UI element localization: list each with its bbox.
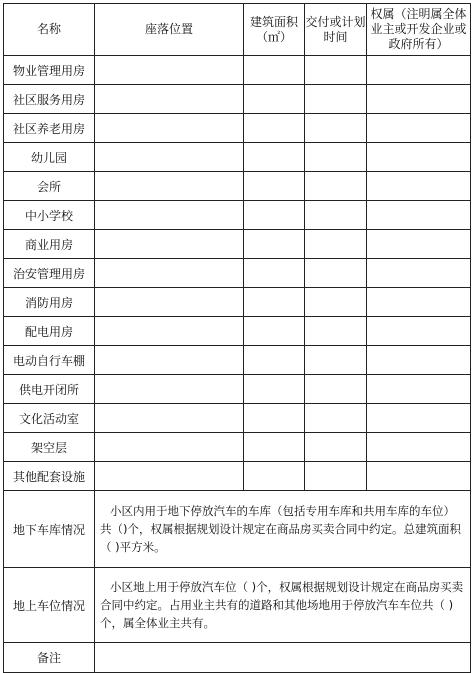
surface-parking-row: [4, 568, 471, 643]
row-name: 供电开闭所: [4, 375, 95, 404]
area-cell[interactable]: [244, 317, 305, 346]
area-cell[interactable]: [244, 404, 305, 433]
header-name: 名称: [4, 4, 95, 56]
remarks-row: [4, 643, 471, 673]
area-cell[interactable]: [244, 346, 305, 375]
ownership-cell[interactable]: [367, 143, 471, 172]
surface-parking-text-content: 小区地上用于停放汽车位（ )个，权属根据规划设计规定在商品房买卖合同中约定。占用业主共有的道路和其他场地用于停放汽车车位共（ )个，属全体业主共有。: [100, 580, 464, 630]
row-name: 架空层: [4, 433, 95, 462]
location-cell[interactable]: [95, 288, 244, 317]
ownership-cell[interactable]: [367, 114, 471, 143]
location-cell[interactable]: [95, 56, 244, 85]
underground-garage-label: 地下车库情况: [4, 491, 95, 568]
table-row: [4, 230, 471, 259]
location-cell[interactable]: [95, 114, 244, 143]
delivery-time-cell[interactable]: [305, 346, 367, 375]
ownership-cell[interactable]: [367, 230, 471, 259]
location-cell[interactable]: [95, 259, 244, 288]
delivery-time-cell[interactable]: [305, 56, 367, 85]
location-cell[interactable]: [95, 462, 244, 491]
table-row: [4, 259, 471, 288]
table-row: [4, 346, 471, 375]
header-delivery-time: 交付或计划时间: [305, 4, 367, 56]
table-row: [4, 404, 471, 433]
delivery-time-cell[interactable]: [305, 172, 367, 201]
facility-table: [3, 3, 471, 673]
row-name: 社区养老用房: [4, 114, 95, 143]
delivery-time-cell[interactable]: [305, 201, 367, 230]
header-ownership: 权属（注明属全体业主或开发企业或政府所有）: [367, 4, 471, 56]
ownership-cell[interactable]: [367, 404, 471, 433]
ownership-cell[interactable]: [367, 259, 471, 288]
ownership-cell[interactable]: [367, 346, 471, 375]
location-cell[interactable]: [95, 172, 244, 201]
area-cell[interactable]: [244, 114, 305, 143]
area-cell[interactable]: [244, 375, 305, 404]
ownership-cell[interactable]: [367, 201, 471, 230]
area-cell[interactable]: [244, 143, 305, 172]
underground-garage-text-content: 小区内用于地下停放汽车的车库（包括专用车库和共用车库的车位）共（)个，权属根据规划设计规定在商品房买卖合同中约定。总建筑面积（ )平方米。: [100, 504, 461, 554]
row-name: 其他配套设施: [4, 462, 95, 491]
ownership-cell[interactable]: [367, 85, 471, 114]
surface-parking-text[interactable]: [95, 568, 471, 643]
underground-garage-text[interactable]: [95, 491, 471, 568]
area-cell[interactable]: [244, 259, 305, 288]
area-cell[interactable]: [244, 462, 305, 491]
area-cell[interactable]: [244, 201, 305, 230]
delivery-time-cell[interactable]: [305, 433, 367, 462]
row-name: 消防用房: [4, 288, 95, 317]
location-cell[interactable]: [95, 433, 244, 462]
row-name: 配电用房: [4, 317, 95, 346]
table-row: [4, 85, 471, 114]
row-name: 商业用房: [4, 230, 95, 259]
delivery-time-cell[interactable]: [305, 114, 367, 143]
location-cell[interactable]: [95, 230, 244, 259]
delivery-time-cell[interactable]: [305, 143, 367, 172]
area-cell[interactable]: [244, 433, 305, 462]
row-name: 会所: [4, 172, 95, 201]
ownership-cell[interactable]: [367, 172, 471, 201]
location-cell[interactable]: [95, 375, 244, 404]
delivery-time-cell[interactable]: [305, 375, 367, 404]
table-row: [4, 172, 471, 201]
area-cell[interactable]: [244, 85, 305, 114]
area-cell[interactable]: [244, 172, 305, 201]
header-row: [4, 4, 471, 56]
location-cell[interactable]: [95, 346, 244, 375]
delivery-time-cell[interactable]: [305, 404, 367, 433]
row-name: 电动自行车棚: [4, 346, 95, 375]
location-cell[interactable]: [95, 85, 244, 114]
ownership-cell[interactable]: [367, 433, 471, 462]
facility-form: [3, 3, 470, 665]
row-name: 中小学校: [4, 201, 95, 230]
area-cell[interactable]: [244, 288, 305, 317]
ownership-cell[interactable]: [367, 462, 471, 491]
location-cell[interactable]: [95, 201, 244, 230]
ownership-cell[interactable]: [367, 317, 471, 346]
remarks-cell[interactable]: [95, 643, 471, 673]
delivery-time-cell[interactable]: [305, 462, 367, 491]
table-row: [4, 201, 471, 230]
surface-parking-label: 地上车位情况: [4, 568, 95, 643]
table-row: [4, 317, 471, 346]
location-cell[interactable]: [95, 404, 244, 433]
table-row: [4, 114, 471, 143]
row-name: 幼儿园: [4, 143, 95, 172]
row-name: 社区服务用房: [4, 85, 95, 114]
location-cell[interactable]: [95, 317, 244, 346]
table-row: [4, 288, 471, 317]
delivery-time-cell[interactable]: [305, 85, 367, 114]
delivery-time-cell[interactable]: [305, 259, 367, 288]
header-location: 座落位置: [95, 4, 244, 56]
ownership-cell[interactable]: [367, 56, 471, 85]
delivery-time-cell[interactable]: [305, 288, 367, 317]
table-row: [4, 56, 471, 85]
remarks-label: 备注: [4, 643, 95, 673]
row-name: 治安管理用房: [4, 259, 95, 288]
delivery-time-cell[interactable]: [305, 317, 367, 346]
table-row: [4, 462, 471, 491]
area-cell[interactable]: [244, 230, 305, 259]
table-row: [4, 433, 471, 462]
area-cell[interactable]: [244, 56, 305, 85]
row-name: 物业管理用房: [4, 56, 95, 85]
location-cell[interactable]: [95, 143, 244, 172]
ownership-cell[interactable]: [367, 288, 471, 317]
row-name: 文化活动室: [4, 404, 95, 433]
delivery-time-cell[interactable]: [305, 230, 367, 259]
underground-garage-row: [4, 491, 471, 568]
table-row: [4, 375, 471, 404]
table-row: [4, 143, 471, 172]
header-area: 建筑面积（㎡）: [244, 4, 305, 56]
ownership-cell[interactable]: [367, 375, 471, 404]
